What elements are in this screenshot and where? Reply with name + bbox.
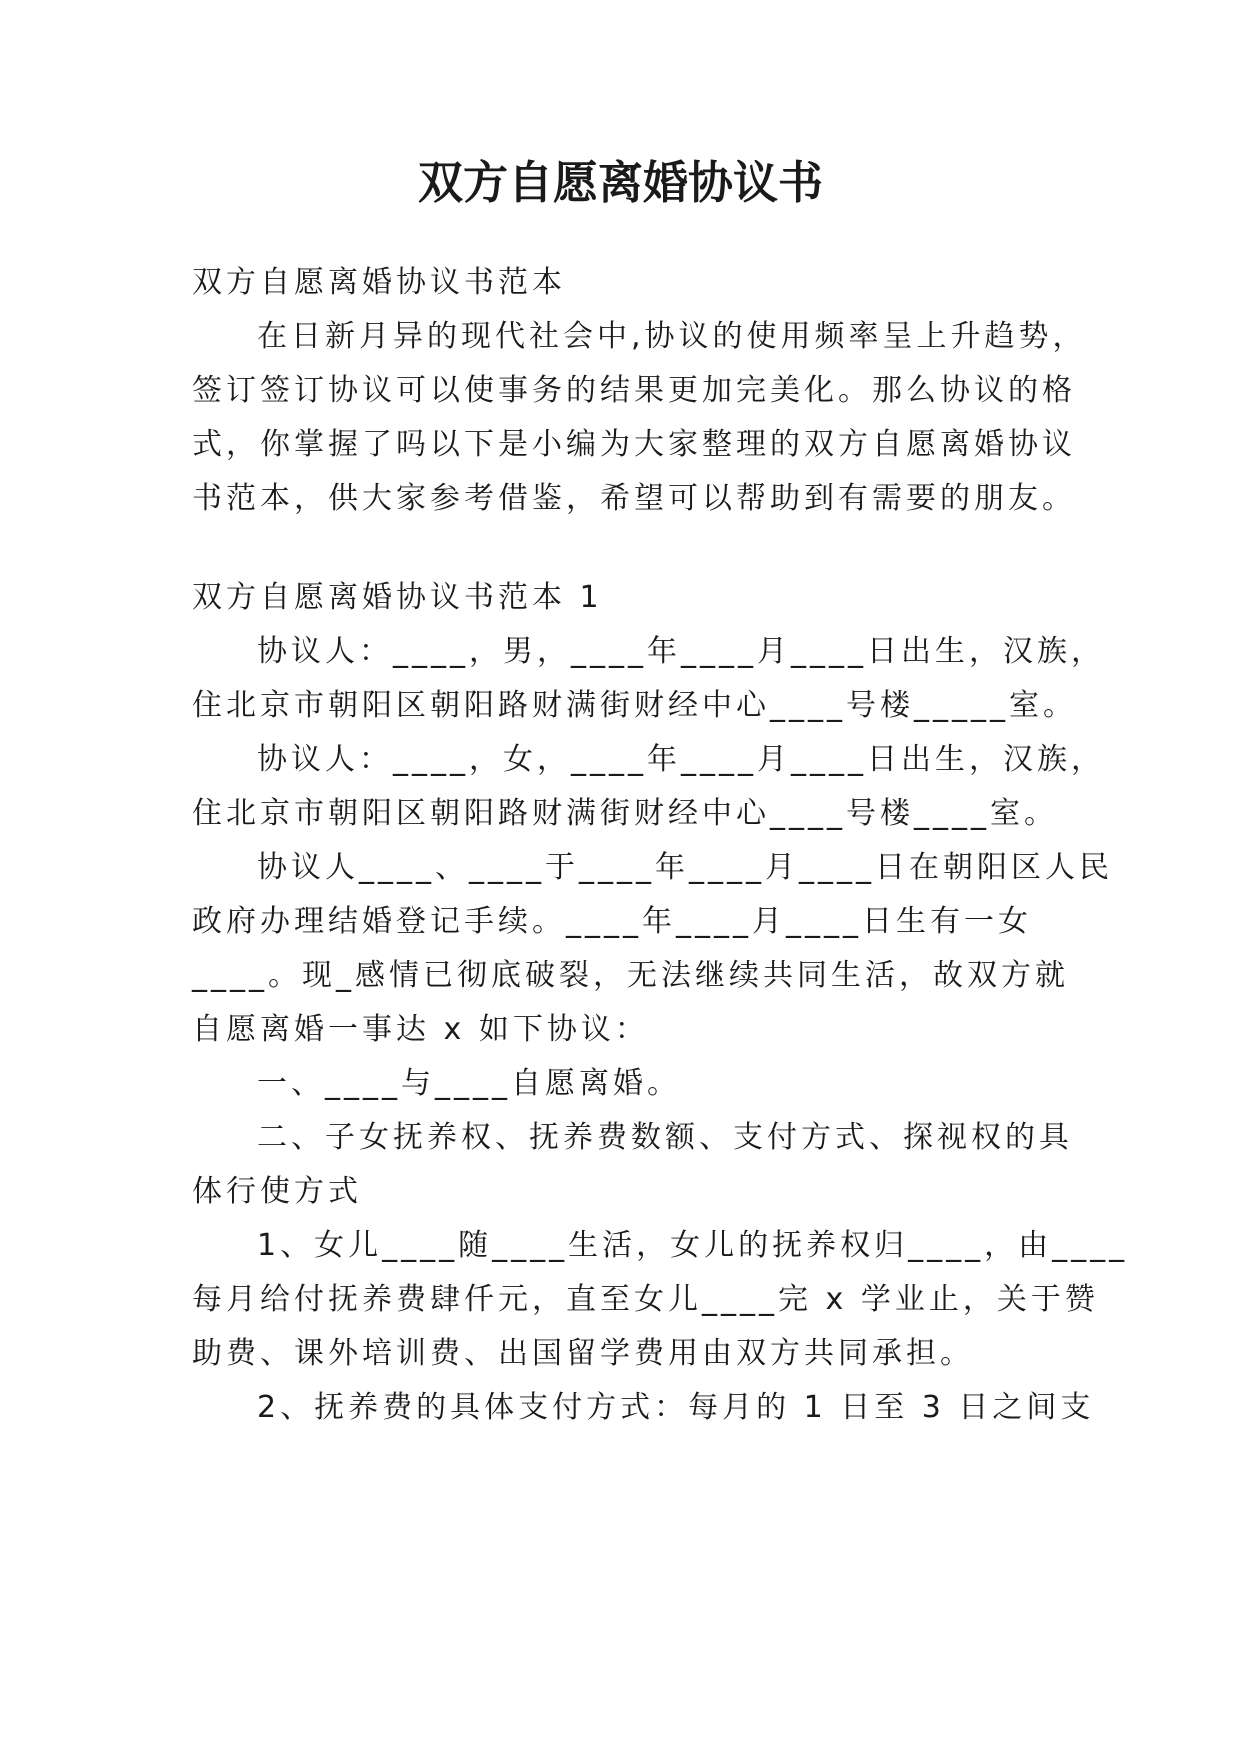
paragraph-line: 一、____与____自愿离婚。 <box>257 1066 681 1101</box>
paragraph-line: 协议人：____，男，____年____月____日出生，汉族， <box>257 634 1105 669</box>
paragraph-line: 签订签订协议可以使事务的结果更加完美化。那么协议的格 <box>192 373 1076 408</box>
section-heading: 双方自愿离婚协议书范本 1 <box>192 580 603 615</box>
paragraph-line: 式，你掌握了吗以下是小编为大家整理的双方自愿离婚协议 <box>192 427 1076 462</box>
paragraph-line: 二、子女抚养权、抚养费数额、支付方式、探视权的具 <box>257 1120 1073 1155</box>
paragraph-line: 1、女儿____随____生活，女儿的抚养权归____，由____ <box>257 1228 1129 1263</box>
paragraph-line: 协议人____、____于____年____月____日在朝阳区人民 <box>257 850 1113 885</box>
paragraph-line: 政府办理结婚登记手续。____年____月____日生有一女 <box>192 904 1032 939</box>
document-title: 双方自愿离婚协议书 <box>417 156 823 209</box>
paragraph-line: 每月给付抚养费肆仟元，直至女儿____完 x 学业止，关于赞 <box>192 1282 1099 1317</box>
paragraph-line: 2、抚养费的具体支付方式：每月的 1 日至 3 日之间支 <box>257 1390 1095 1425</box>
paragraph-line: 协议人：____，女，____年____月____日出生，汉族， <box>257 742 1105 777</box>
paragraph-line: 住北京市朝阳区朝阳路财满街财经中心____号楼_____室。 <box>192 688 1077 723</box>
paragraph-line: 书范本，供大家参考借鉴，希望可以帮助到有需要的朋友。 <box>192 481 1076 516</box>
paragraph-line: 助费、课外培训费、出国留学费用由双方共同承担。 <box>192 1336 974 1371</box>
paragraph-line: 住北京市朝阳区朝阳路财满街财经中心____号楼____室。 <box>192 796 1058 831</box>
section-heading: 双方自愿离婚协议书范本 <box>192 265 566 300</box>
paragraph-line: 在日新月异的现代社会中,协议的使用频率呈上升趋势， <box>257 319 1087 354</box>
paragraph-line: 自愿离婚一事达 x 如下协议： <box>192 1012 649 1047</box>
paragraph-line: 体行使方式 <box>192 1174 362 1209</box>
paragraph-line: ____。现_感情已彻底破裂，无法继续共同生活，故双方就 <box>192 958 1069 993</box>
